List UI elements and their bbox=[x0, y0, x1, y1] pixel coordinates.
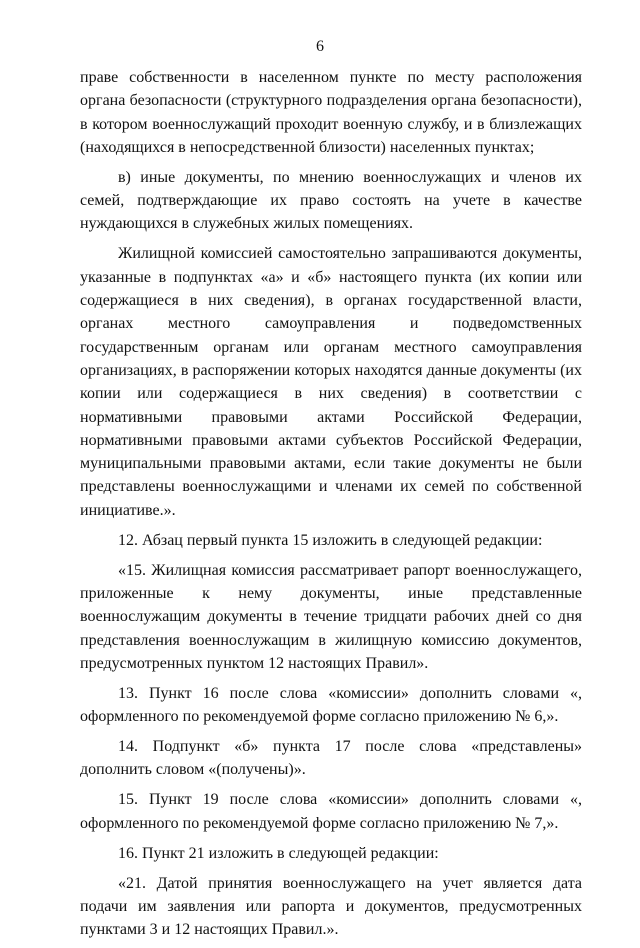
document-body bbox=[80, 66, 582, 948]
paragraph-housing-commission: Жилищной комиссией самостоятельно запрашиваются документы, указанные в подпунктах «а» и «б» настоящего пункта (их копии или содержащиеся в них сведения), в органах государственной власти, органах местного самоуправления и подведомственных государственным органам или органам местного самоуправления организациях, в распоряжении которых находятся данные документы (их копии или содержащиеся в них сведения) в соответствии с нормативными правовыми актами Российской Федерации, нормативными правовыми актами субъектов Российской Федерации, муниципальными правовыми актами, если такие документы не были представлены военнослужащими и членами их семей по собственной инициативе.». bbox=[80, 245, 582, 519]
paragraph-item-12: 12. Абзац первый пункта 15 изложить в следующей редакции: bbox=[118, 531, 543, 549]
paragraph-item-16: 16. Пункт 21 изложить в следующей редакции: bbox=[118, 844, 439, 862]
paragraph-subitem-v: в) иные документы, по мнению военнослужащих и членов их семей, подтверждающие их право состоять на учете в качестве нуждающихся в служебных жилых помещениях. bbox=[80, 168, 582, 233]
paragraph-item-14: 14. Подпункт «б» пункта 17 после слова «представлены» дополнить словом «(получены)». bbox=[80, 738, 582, 779]
paragraph-item-15-text: «15. Жилищная комиссия рассматривает рапорт военнослужащего, приложенные к нему документы, иные представленные военнослужащим документы в течение тридцати рабочих дней со дня представления военнослужащим в жилищную комиссию документов, предусмотренных пунктом 12 настоящих Правил». bbox=[80, 561, 582, 672]
paragraph-continuation: праве собственности в населенном пункте по месту расположения органа безопасности (структурного подразделения органа безопасности), в котором военнослужащий проходит военную службу, и в близлежащих (находящихся в непосредственной близости) населенных пунктах; bbox=[80, 69, 582, 156]
page-number: 6 bbox=[316, 38, 324, 55]
paragraph-item-15: 15. Пункт 19 после слова «комиссии» дополнить словами «, оформленного по рекомендуемой форме согласно приложению № 7,». bbox=[80, 791, 582, 832]
paragraph-item-21-text: «21. Датой принятия военнослужащего на учет является дата подачи им заявления или рапорта и документов, предусмотренных пунктами 3 и 12 настоящих Правил.». bbox=[80, 874, 582, 939]
paragraph-item-13: 13. Пункт 16 после слова «комиссии» дополнить словами «, оформленного по рекомендуемой форме согласно приложению № 6,». bbox=[80, 684, 582, 726]
